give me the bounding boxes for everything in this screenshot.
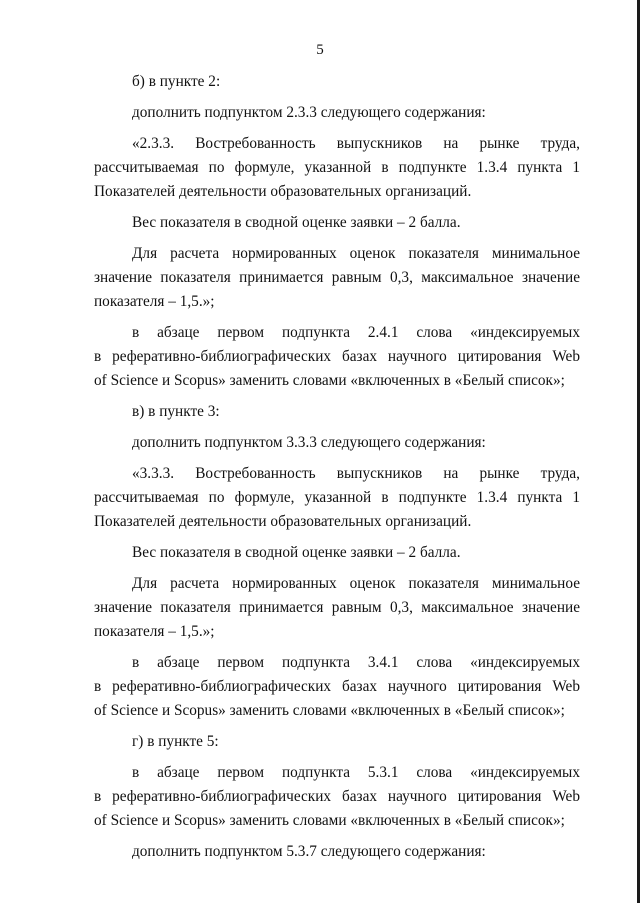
paragraph-line: в абзаце первом подпункта 2.4.1 слова «индексируемых — [132, 324, 580, 341]
paragraph-line: рассчитываемая по формуле, указанной в подпункте 1.3.4 пункта 1 — [94, 159, 580, 176]
paragraph-line: Для расчета нормированных оценок показателя минимальное — [132, 575, 580, 592]
paragraph: б) в пункте 2: — [132, 73, 221, 90]
paragraph-line: Показателей деятельности образовательных организаций. — [94, 183, 472, 200]
paragraph: в) в пункте 3: — [132, 403, 220, 420]
paragraph — [94, 242, 580, 314]
paragraph — [94, 651, 580, 723]
paragraph-line: of Science и Scopus» заменить словами «включенных в «Белый список»; — [94, 702, 565, 719]
paragraph-line: «2.3.3. Востребованность выпускников на рынке труда, — [132, 135, 580, 152]
paragraph — [94, 132, 580, 204]
paragraph: дополнить подпунктом 3.3.3 следующего содержания: — [132, 434, 486, 451]
paragraph-line: показателя – 1,5.»; — [94, 293, 215, 310]
paragraph — [94, 321, 580, 393]
paragraph-line: показателя – 1,5.»; — [94, 623, 215, 640]
paragraph-line: значение показателя принимается равным 0,3, максимальное значение — [94, 269, 580, 286]
paragraph-line: Показателей деятельности образовательных организаций. — [94, 513, 472, 530]
paragraph-line: в реферативно-библиографических базах научного цитирования Web — [94, 788, 580, 805]
paragraph: дополнить подпунктом 2.3.3 следующего содержания: — [132, 104, 486, 121]
paragraph: Вес показателя в сводной оценке заявки – 2 балла. — [132, 214, 461, 231]
paragraph-line: в реферативно-библиографических базах научного цитирования Web — [94, 678, 580, 695]
document-body — [94, 70, 580, 871]
paragraph-line: «3.3.3. Востребованность выпускников на рынке труда, — [132, 465, 580, 482]
paragraph-line: в абзаце первом подпункта 5.3.1 слова «индексируемых — [132, 764, 580, 781]
paragraph — [94, 761, 580, 833]
paragraph-line: of Science и Scopus» заменить словами «включенных в «Белый список»; — [94, 372, 565, 389]
paragraph-line: в абзаце первом подпункта 3.4.1 слова «индексируемых — [132, 654, 580, 671]
paragraph-line: в реферативно-библиографических базах научного цитирования Web — [94, 348, 580, 365]
paragraph-line: значение показателя принимается равным 0,3, максимальное значение — [94, 599, 580, 616]
paragraph-line: of Science и Scopus» заменить словами «включенных в «Белый список»; — [94, 812, 565, 829]
paragraph-line: Для расчета нормированных оценок показателя минимальное — [132, 245, 580, 262]
paragraph — [94, 572, 580, 644]
paragraph — [94, 462, 580, 534]
paragraph: Вес показателя в сводной оценке заявки – 2 балла. — [132, 544, 461, 561]
paragraph-line: рассчитываемая по формуле, указанной в подпункте 1.3.4 пункта 1 — [94, 489, 580, 506]
paragraph: дополнить подпунктом 5.3.7 следующего содержания: — [132, 843, 486, 860]
page-number: 5 — [316, 42, 324, 58]
paragraph: г) в пункте 5: — [132, 733, 219, 750]
